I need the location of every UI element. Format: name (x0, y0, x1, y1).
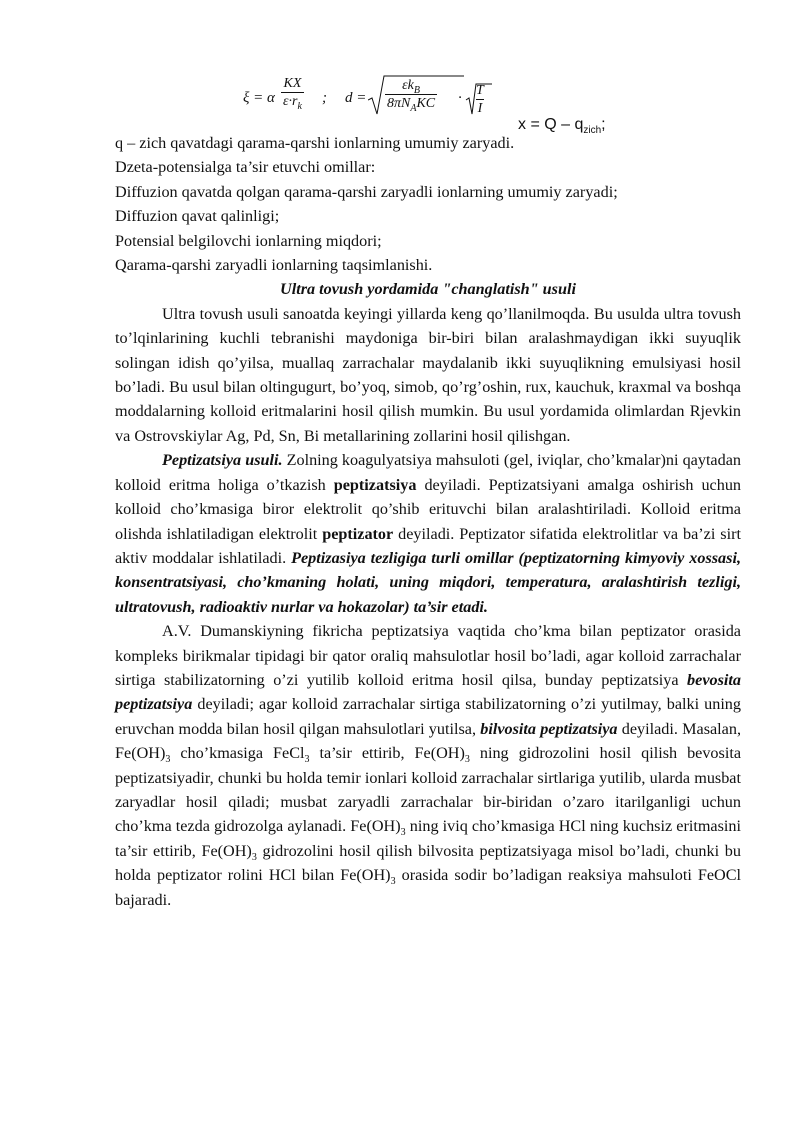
paragraph-peptization: Peptizatsiya usuli. Zolning koagulyatsiya mahsuloti (gel, iviqlar, cho’kmalar)ni qaytadan kolloid eritma holiga o’tkazish peptizatsiya deyiladi. Peptizatsiyani amalga oshirish uchun kolloid cho’kmasiga biror elektrolit qo’shib erituvchi bilan aralashtiriladi. Kolloid eritma olishda ishlatiladigan elektrolit peptizator deyiladi. Peptizator sifatida elektrolitlar va ba’zi sirt aktiv moddalar ishlatiladi. Peptizasiya tezligiga turli omillar (peptizatorning kimyoviy xossasi, konsentratsiyasi, cho’kmaning holati, uning miqdori, temperatura, aralashtirish tezligi, ultratovush, radioaktiv nurlar va hokazolar) ta’sir etadi. (115, 451, 742, 616)
d-fraction (385, 77, 437, 112)
term-indirect-peptization: bilvosita peptizatsiya (480, 719, 618, 738)
t-numerator: T (476, 83, 484, 98)
xi-numerator: KX (283, 76, 302, 91)
text-line: Dzeta-potensialga ta’sir etuvchi omillar: (115, 158, 376, 177)
d-formula-lhs: d = (345, 90, 367, 106)
text-line: Qarama-qarshi zaryadli ionlarning taqsimlanishi. (115, 256, 433, 275)
peptization-factors: Peptizasiya tezligiga turli omillar (peptizatorning kimyoviy xossasi, konsentratsiyasi, cho’kmaning holati, uning miqdori, temperatura, aralashtirish tezligi, ultratovush, radioaktiv nurlar va hokazolar) ta’sir etadi. (115, 548, 741, 616)
text-line: Potensial belgilovchi ionlarning miqdori; (115, 231, 382, 250)
multiply-dot: · (458, 90, 462, 106)
paragraph-dumanskiy: A.V. Dumanskiyning fikricha peptizatsiya vaqtida cho’kma bilan peptizator orasida kompleks birikmalar tipidagi bir qator oraliq mahsulotlar hosil bo’ladi, agar kolloid zarrachalar sirtiga stabilizatorning o’zi yutilib kolloid eritma hosil qilsa, bunday peptizatsiya bevosita peptizatsiya deyiladi; agar kolloid zarrachalar sirtiga stabilizatorning o’zi yutilmay, balki uning eruvchan modda bilan hosil qilgan mahsulotlari yutilsa, bilvosita peptizatsiya deyiladi. Masalan, $Fe(OH)_3$ cho’kmasiga FeCl$_3$ ta’sir ettirib, $Fe(OH)_3$ ning gidrozolini hosil qilish bevosita peptizatsiyadir, chunki bu holda temir ionlari kolloid zarrachalar sirtlariga yutilib, ularda musbat zaryadlar hosil qiladi; musbat zaryadli zarrachalar bir-biridan o’zaro itarilganligi uchun cho’kma tezda gidrozolga aylanadi. $Fe(OH)_3$ ning iviq cho’kmasiga HCl ning kuchsiz eritmasini ta’sir ettirib, $Fe(OH)_3$ gidrozolini hosil qilish bilvosita peptizatsiyaga misol bo’ladi, chunki bu holda peptizator rolini HCl bilan $Fe(OH)_3$ orasida sodir bo’ladigan reaksiya mahsuloti FeOCl bajaradi. (115, 622, 742, 909)
paragraph-ultrasound: Ultra tovush usuli sanoatda keyingi yillarda keng qo’llanilmoqda. Bu usulda ultra tovush to’lqinlarining kuchli tebranishi maydoniga bir-biri bilan aralashmaydigan ikki suyuqlik solingan idish qo’yilsa, muallaq zarrachalar maydalanib ikki suyuqlikning emulsiyasi hosil bo’ladi. Bu usul bilan oltingugurt, bo’yoq, simob, qo’rg’oshin, rux, kauchuk, kraxmal va boshqa moddalarning kolloid eritmalarini hosil qilish mumkin. Bu usul yordamida olimlardan Rjevkin va Ostrovskiylar Ag, Pd, Sn, Bi metallarining zollarini hosil qilishgan. (115, 304, 741, 445)
t-denominator: I (477, 101, 483, 116)
xi-denominator: $\varepsilon\cdot r_k$ (283, 94, 302, 112)
term-direct-peptization: bevosita peptizatsiya (115, 670, 741, 714)
term-peptization: peptizatsiya (333, 475, 417, 494)
term-peptizer: peptizator (322, 524, 394, 543)
text-line: q – zich qavatdagi qarama-qarshi ionlarning umumiy zaryadi. (115, 134, 515, 152)
formula-block (0, 72, 800, 137)
xi-formula-lhs: ξ = α (243, 90, 275, 106)
d-denominator: $8\pi N_AKC$ (387, 96, 436, 114)
xi-separator: ; (322, 90, 327, 106)
text-line: Diffuzion qavat qalinligi; (115, 207, 280, 226)
d-numerator: $\varepsilon k_B$ (402, 78, 420, 96)
text-line: Diffuzion qavatda qolgan qarama-qarshi zaryadli ionlarning umumiy zaryadi; (115, 182, 618, 201)
t-fraction (474, 82, 486, 117)
term-peptization-method: Peptizatsiya usuli. (162, 451, 283, 470)
xi-fraction (281, 75, 304, 110)
x-equation: $x = Q - q_{zich}$; (518, 116, 606, 137)
main-text (115, 131, 741, 912)
section-heading: Ultra tovush yordamida "changlatish" usuli (280, 280, 576, 299)
